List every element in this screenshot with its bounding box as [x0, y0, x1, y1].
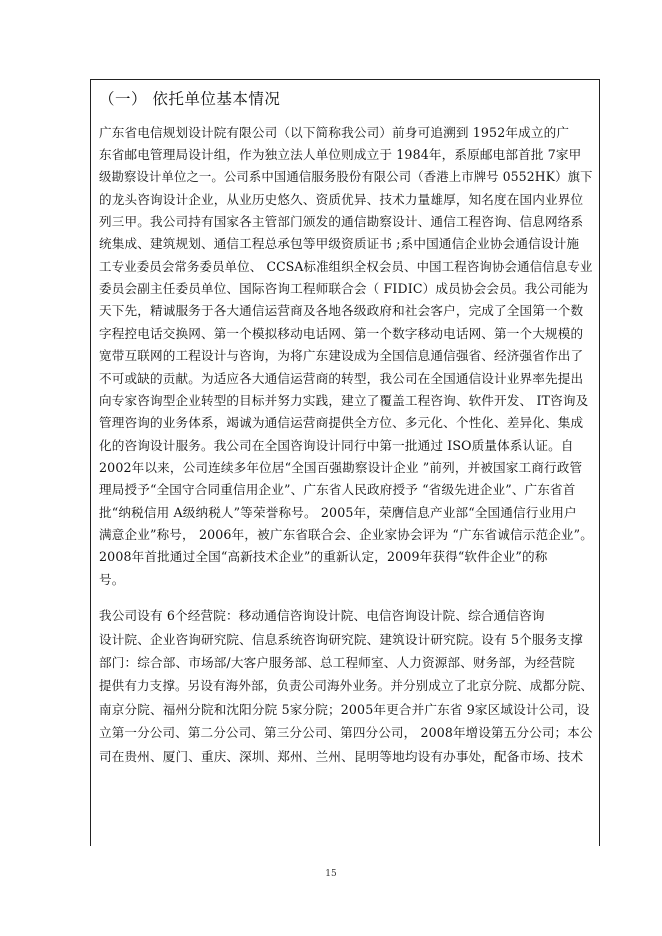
paragraph-line: 提供有力支撑。另设有海外部，负责公司海外业务。并分别成立了北京分院、成都分院、 [99, 678, 594, 693]
paragraph-line: 满意企业”称号， 2006年，被广东省联合会、企业家协会评为 “广东省诚信示范企业”。 [99, 527, 594, 542]
paragraph-line: 司在贵州、厦门、重庆、深圳、郑州、兰州、昆明等地均设有办事处，配备市场、技术 [99, 749, 584, 764]
paragraph-line: 立第一分公司、第二分公司、第三分公司、第四分公司， 2008年增设第五分公司；本公 [99, 725, 593, 740]
paragraph-line: 字程控电话交换网、第一个模拟移动电话网、第一个数字移动电话网、第一个大规模的 [99, 326, 584, 341]
paragraph-line: 部门：综合部、市场部/大客户服务部、总工程师室、人力资源部、财务部，为经营院 [99, 655, 575, 670]
paragraph-line: 设计院、企业咨询研究院、信息系统咨询研究院、建筑设计研究院。设有 5个服务支撑 [99, 632, 583, 647]
paragraph-line: 号。 [99, 572, 125, 587]
paragraph-line: 委员会副主任委员单位、国际咨询工程师联合会（ FIDIC）成员协会会员。我公司能为 [99, 281, 589, 296]
paragraph-line: 管理咨询的业务体系，竭诚为通信运营商提供全方位、多元化、个性化、差异化、集成 [99, 415, 584, 430]
paragraph-line: 东省邮电管理局设计组，作为独立法人单位则成立于 1984年，系原邮电部首批 7家甲 [99, 147, 582, 162]
paragraph-line: 统集成、建筑规划、通信工程总承包等甲级资质证书 ;系中国通信企业协会通信设计施 [99, 236, 580, 251]
paragraph-line: 我公司设有 6个经营院：移动通信咨询设计院、电信咨询设计院、综合通信咨询 [99, 608, 545, 623]
paragraph-line: 向专家咨询型企业转型的目标并努力实践，建立了覆盖工程咨询、软件开发、 IT咨询及 [99, 393, 589, 408]
paragraph-line: 宽带互联网的工程设计与咨询，为将广东建设成为全国信息通信强省、经济强省作出了 [99, 348, 584, 363]
paragraph-line: 2008年首批通过全国“高新技术企业”的重新认定，2009年获得“软件企业”的称 [99, 549, 548, 564]
paragraph-line: 级勘察设计单位之一。公司系中国通信服务股份有限公司（香港上市牌号 0552HK）旗下 [99, 169, 593, 184]
paragraph-line: 不可或缺的贡献。为适应各大通信运营商的转型，我公司在全国通信设计业界率先提出 [99, 371, 584, 386]
paragraph-line: 化的咨询设计服务。我公司在全国咨询设计同行中第一批通过 ISO质量体系认证。自 [99, 438, 574, 453]
paragraph-line: 批“纳税信用 A级纳税人”等荣誉称号。 2005年，荣膺信息产业部“全国通信行业用户 [99, 505, 577, 520]
section-heading: （一） 依托单位基本情况 [99, 90, 281, 108]
paragraph-line: 工专业委员会常务委员单位、 CCSA标准组织全权会员、中国工程咨询协会通信信息专业 [99, 259, 593, 274]
paragraph-line: 理局授予“全国守合同重信用企业”、广东省人民政府授予 “省级先进企业”、广东省首 [99, 482, 576, 497]
paragraph-line: 天下先，精诚服务于各大通信运营商及各地各级政府和社会客户，完成了全国第一个数 [99, 303, 584, 318]
paragraph-line: 列三甲。我公司持有国家各主管部门颁发的通信勘察设计、通信工程咨询、信息网络系 [99, 214, 584, 229]
page-number: 15 [325, 869, 337, 879]
paragraph-line: 的龙头咨询设计企业，从业历史悠久、资质优异、技术力量雄厚，知名度在国内业界位 [99, 192, 584, 207]
paragraph-line: 南京分院、福州分院和沈阳分院 5家分院；2005年更合并广东省 9家区域设计公司，设 [99, 702, 590, 717]
content-frame [90, 79, 600, 846]
paragraph-line: 2002年以来，公司连续多年位居“全国百强勘察设计企业 ”前列，并被国家工商行政管 [99, 460, 583, 475]
paragraph-line: 广东省电信规划设计院有限公司（以下简称我公司）前身可追溯到 1952年成立的广 [99, 125, 570, 140]
